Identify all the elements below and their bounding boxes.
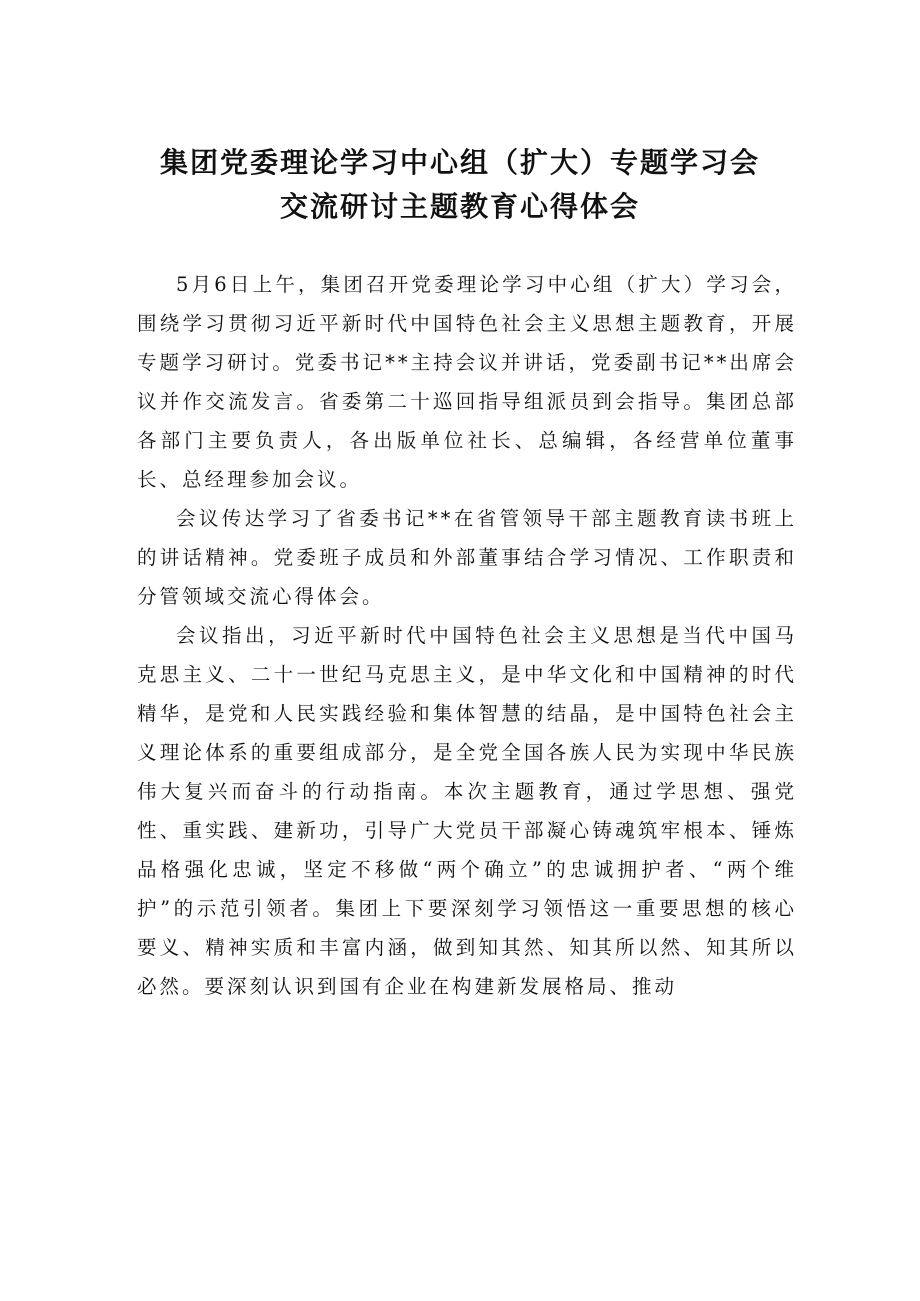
title-line-2: 交流研讨主题教育心得体会 xyxy=(279,190,640,223)
paragraph-3: 会议指出，习近平新时代中国特色社会主义思想是当代中国马克思主义、二十一世纪马克思主义，是中华文化和中国精神的时代精华，是党和人民实践经验和集体智慧的结晶，是中国特色社会主义理论体系的重要组成部分，是全党全国各族人民为实现中华民族伟大复兴而奋斗的行动指南。本次主题教育，通过学思想、强党性、重实践、建新功，引导广大党员干部凝心铸魂筑牢根本、锤炼品格强化忠诚，坚定不移做“两个确立”的忠诚拥护者、“两个维护”的示范引领者。集团上下要深刻学习领悟这一重要思想的核心要义、精神实质和丰富内涵，做到知其然、知其所以然、知其所以必然。要深刻认识到国有企业在构建新发展格局、推动 xyxy=(137,624,797,998)
paragraph-1: 5月6日上午，集团召开党委理论学习中心组（扩大）学习会，围绕学习贯彻习近平新时代中国特色社会主义思想主题教育，开展专题学习研讨。党委书记**主持会议并讲话，党委副书记**出席会议并作交流发言。省委第二十巡回指导组派员到会指导。集团总部各部门主要负责人，各出版单位社长、总编辑，各经营单位董事长、总经理参加会议。 xyxy=(137,273,797,491)
paragraph-2: 会议传达学习了省委书记**在省管领导干部主题教育读书班上的讲话精神。党委班子成员和外部董事结合学习情况、工作职责和分管领域交流心得体会。 xyxy=(137,507,797,608)
document-body xyxy=(137,265,797,1006)
document-title xyxy=(120,141,800,229)
title-line-1: 集团党委理论学习中心组（扩大）专题学习会 xyxy=(159,146,760,179)
